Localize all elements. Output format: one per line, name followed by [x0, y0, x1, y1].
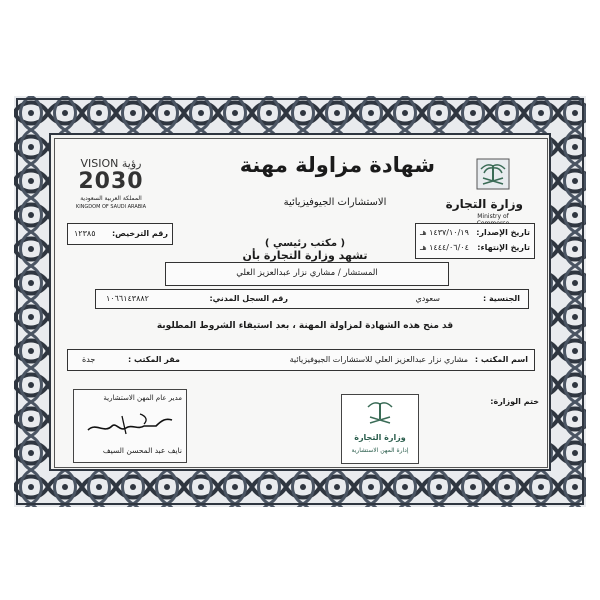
ministry-name-en: Ministry of	[477, 213, 509, 220]
vision-year: 2030	[78, 169, 144, 194]
ministry-name-ar: وزارة التجارة	[445, 197, 523, 211]
vision-label: VISION رؤية	[80, 157, 142, 170]
certificate-title: شهادة مزاولة مهنة	[239, 153, 435, 177]
nationality-label: الجنسية :	[482, 294, 520, 303]
handwritten-signature	[82, 406, 178, 440]
nationality-value: سعودي	[415, 294, 440, 303]
office-row	[67, 349, 535, 371]
office-type: ( مكتب رئيسي )	[264, 238, 346, 249]
dates-box	[415, 223, 535, 259]
civil-id-value: ١٠٦٦١٤٣٨٨٢	[106, 294, 149, 303]
nationality-row	[95, 289, 529, 309]
signature-box	[73, 389, 187, 463]
stamp-dept: إدارة المهن الاستشارية	[351, 447, 409, 454]
civil-id-label: رقم السجل المدني:	[209, 294, 288, 303]
stamp-emblem-icon	[342, 395, 418, 435]
ministry-certifies: تشهد وزارة التجارة بأن	[242, 249, 368, 262]
expiry-date-value: ١٤٤٤/٠٦/٠٤ هـ	[420, 243, 469, 252]
license-value: ١٢٣٨٥	[74, 229, 96, 238]
ministry-stamp	[341, 394, 419, 464]
office-name-label: اسم المكتب :	[474, 355, 528, 364]
palm-swords-icon	[463, 157, 523, 197]
consultant-name: المستشار / مشاري نزار عبدالعزيز العلي	[236, 268, 378, 278]
consultant-box	[165, 262, 449, 286]
granted-statement: قد منح هذه الشهادة لمزاولة المهنة ، بعد استيفاء الشروط المطلوبة	[156, 321, 454, 331]
signer-title: مدير عام المهن الاستشارية	[103, 394, 182, 402]
vision-kingdom-ar: المملكة العربية السعودية	[80, 195, 142, 202]
seal-label: ختم الوزارة:	[490, 397, 539, 406]
vision-kingdom-en: KINGDOM OF SAUDI ARABIA	[75, 204, 147, 210]
issue-date-label: تاريخ الإصدار:	[476, 228, 530, 237]
certificate-paper	[14, 96, 586, 507]
office-city-label: مقر المكتب :	[128, 355, 180, 364]
office-name-value: مشاري نزار عبدالعزيز العلي للاستشارات الجيوفيزيائية	[289, 355, 468, 364]
ministry-logo	[445, 157, 523, 227]
vision-2030-logo	[63, 157, 159, 217]
office-city-value: جدة	[82, 355, 96, 364]
certificate-body	[54, 138, 548, 468]
issue-date-value: ١٤٣٧/١٠/١٩ هـ	[420, 228, 469, 237]
license-box	[67, 223, 173, 245]
signer-name: نايف عبد المحسن السيف	[102, 446, 182, 455]
license-label: رقم الترخيص:	[111, 229, 168, 238]
expiry-date-label: تاريخ الإنتهاء:	[477, 243, 530, 252]
stamp-ministry: وزارة التجارة	[354, 433, 406, 442]
certificate-subtitle: الاستشارات الجيوفيزيائية	[283, 197, 387, 208]
